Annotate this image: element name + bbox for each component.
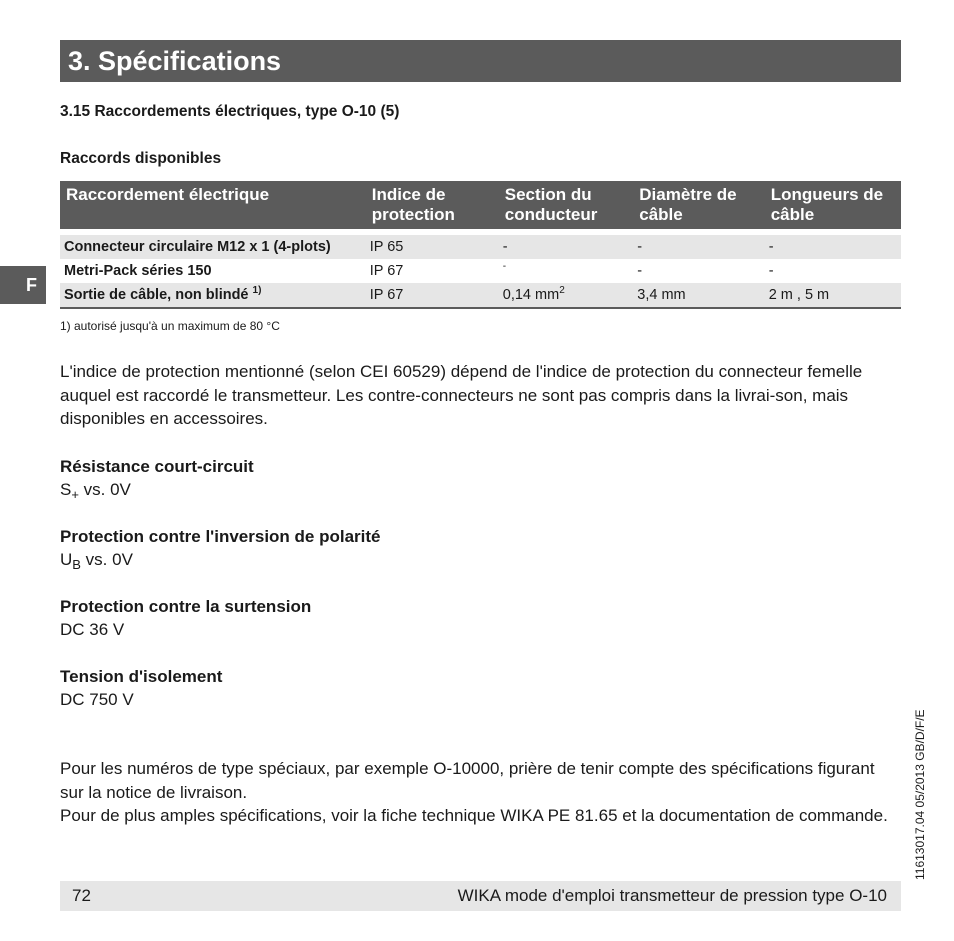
section-title: 3. Spécifications [68,46,282,76]
cell-protection: IP 67 [366,283,499,308]
cell-diameter: - [633,235,764,259]
overvoltage-label: Protection contre la surtension [60,597,312,616]
cell-connection [60,283,366,308]
cell-protection: IP 67 [369,263,404,279]
header-section: Section du conducteur [499,181,634,229]
isolation-value: DC 750 V [60,690,134,709]
overvoltage-value: DC 36 V [60,620,125,639]
cell-length: - [765,235,901,259]
overvoltage-block [60,595,311,641]
section-header [60,40,901,82]
isolation-label: Tension d'isolement [60,667,223,686]
cell-connection [60,259,366,283]
cell-section [499,259,634,283]
cell-diameter: 3,4 mm [633,283,764,308]
table-row [60,259,901,283]
header-length: Longueurs de câble [765,181,901,229]
section-value: 0,14 mm [502,287,560,303]
table-header-row [60,181,901,229]
cell-connection [60,235,366,259]
polarity-value [60,548,381,572]
cell-section: - [499,235,634,259]
subsection-title: 3.15 Raccordements électriques, type O-10 (5) [60,103,400,120]
header-connection: Raccordement électrique [60,181,366,229]
short-circuit-label: Résistance court-circuit [60,457,254,476]
value-main: S [60,480,72,499]
cell-protection: IP 65 [366,235,499,259]
connection-name: Connecteur circulaire M12 x 1 (4-plots) [64,239,331,255]
polarity-block [60,525,381,572]
table-footnote: 1) autorisé jusqu'à un maximum de 80 °C [60,319,280,333]
short-circuit-value [60,478,254,502]
value-main: U [60,550,73,569]
protection-paragraph: L'indice de protection mentionné (selon CEI 60529) dépend de l'indice de protection du connecteur femelle auquel est raccordé le transmetteur. Les contre-connecteurs ne sont pas compris dans la livrai-son, mais disponibles en accessoires. [60,362,863,428]
page-footer [60,881,901,911]
cell-length: - [768,263,774,279]
cell-length: 2 m , 5 m [765,283,901,308]
connection-name: Sortie de câble, non blindé [64,287,249,303]
header-protection: Indice de protection [366,181,499,229]
special-types-paragraph [60,757,895,828]
language-tab [0,266,46,304]
connection-name: Metri-Pack séries 150 [64,263,212,279]
value-rest: vs. 0V [78,480,131,499]
special-types-line-2: Pour de plus amples spécifications, voir la fiche technique WIKA PE 81.65 et la documentation de commande. [60,806,888,825]
document-code: 11613017.04 05/2013 GB/D/F/E [913,709,927,880]
page-number: 72 [72,886,91,905]
section-unit-exponent: 2 [559,285,565,297]
language-tab-label: F [26,275,37,295]
table-title: Raccords disponibles [60,150,222,167]
table-row [60,235,901,259]
value-subscript: + [71,487,79,502]
short-circuit-block [60,455,254,502]
connections-table [60,181,901,309]
section-dash: - [502,261,507,273]
header-diameter: Diamètre de câble [633,181,764,229]
value-subscript: B [72,557,81,572]
special-types-line-1: Pour les numéros de type spéciaux, par exemple O-10000, prière de tenir compte des spécifications figurant sur la notice de livraison. [60,759,875,802]
polarity-label: Protection contre l'inversion de polarité [60,527,381,546]
table-row [60,283,901,308]
footnote-ref: 1) [252,285,262,297]
cell-section [499,283,634,308]
value-rest: vs. 0V [80,550,133,569]
cell-diameter: - [637,263,643,279]
footer-title: WIKA mode d'emploi transmetteur de pression type O-10 [457,886,887,905]
isolation-block [60,665,222,711]
